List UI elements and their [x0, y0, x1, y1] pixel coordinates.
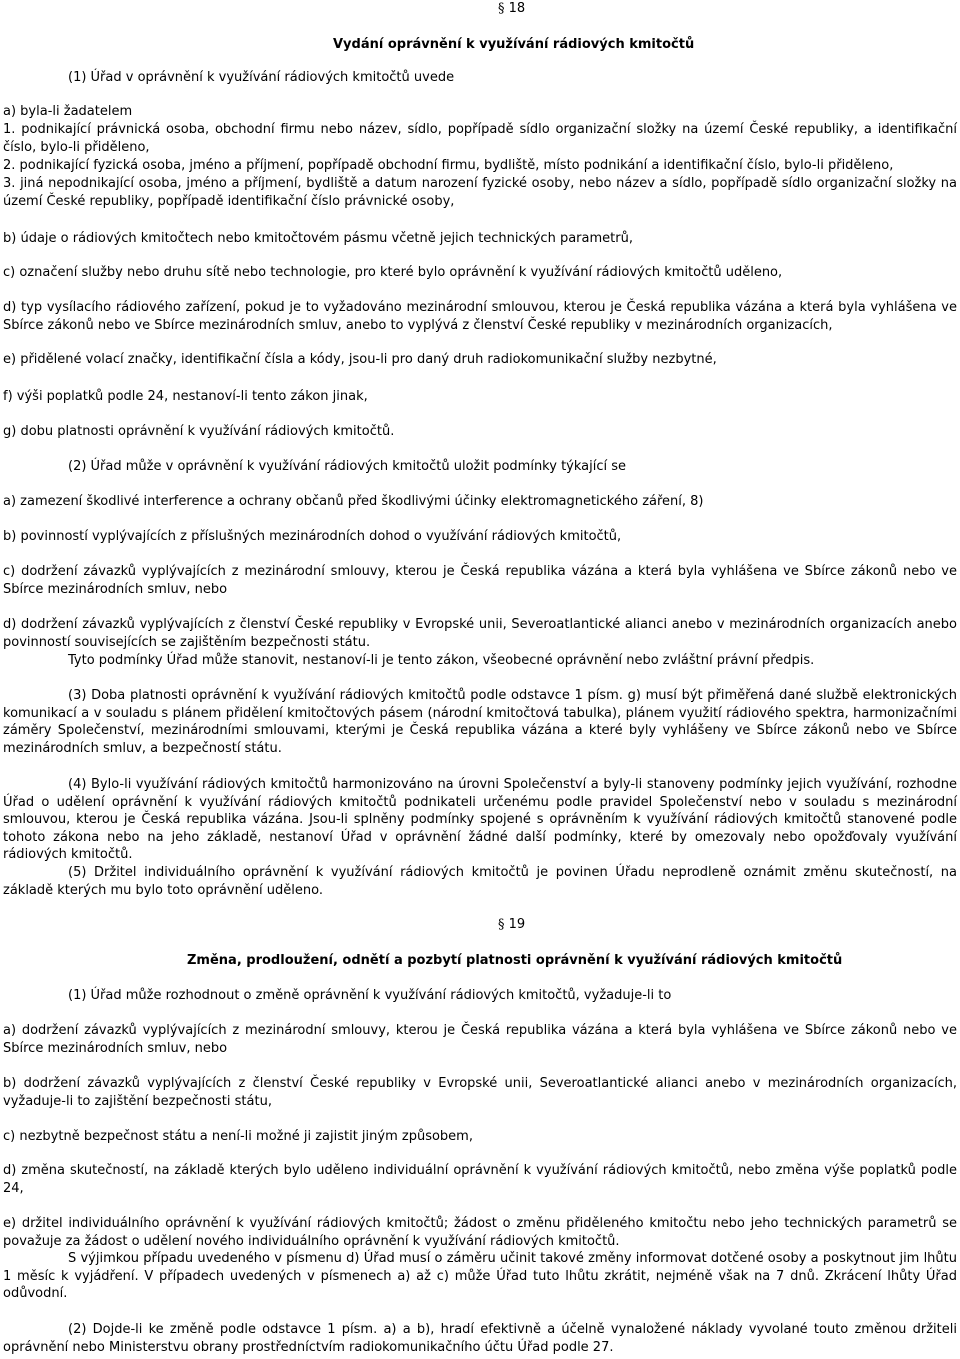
s19-p1-b: b) dodržení závazků vyplývajících z členství České republiky v Evropské unii, Severoatlantické alianci anebo v mezinárodních organizacích, vyžaduje-li to zajištění bezpečnosti státu,: [3, 1076, 957, 1109]
s19-p1-a: a) dodržení závazků vyplývajících z mezinárodní smlouvy, kterou je Česká republika vázána a která byla vyhlášena ve Sbírce zákonů nebo ve Sbírce mezinárodních smluv, nebo: [3, 1023, 957, 1056]
s19-p1-c: c) nezbytně bezpečnost státu a není-li možné ji zajistit jiným způsobem,: [3, 1129, 473, 1144]
s18-p1-c: c) označení služby nebo druhu sítě nebo technologie, pro které bylo oprávnění k využívání rádiových kmitočtů uděleno,: [3, 265, 783, 280]
s18-p1-d: d) typ vysílacího rádiového zařízení, pokud je to vyžadováno mezinárodní smlouvou, kterou je Česká republika vázána a která byla vyhlášena ve Sbírce zákonů nebo ve Sbírce mezinárodních smluv, anebo to vyplývá z členství České republiky v mezinárodních organizacích,: [3, 300, 957, 333]
s18-p2-intro: (2) Úřad může v oprávnění k využívání rádiových kmitočtů uložit podmínky týkající se: [68, 459, 627, 474]
section-18-title: Vydání oprávnění k využívání rádiových kmitočtů: [333, 37, 695, 52]
s18-p1-b: b) údaje o rádiových kmitočtech nebo kmitočtovém pásmu včetně jejich technických parametrů,: [3, 231, 633, 246]
s19-p1-e: e) držitel individuálního oprávnění k využívání rádiových kmitočtů; žádost o změnu přiděleného kmitočtu nebo jeho technických parametrů se považuje za žádost o udělení nového individuálního oprávnění k využívání rádiových kmitočtů.: [3, 1216, 957, 1249]
s18-p4: (4) Bylo-li využívání rádiových kmitočtů harmonizováno na úrovni Společenství a byly-li stanoveny podmínky jejich využívání, rozhodne Úřad o udělení oprávnění k využívání rádiových kmitočtů podnikateli určenému podle pravidel Společenství nebo v souladu s mezinárodní smlouvou, kterou je Česká republika vázána. Jsou-li splněny podmínky spojené s oprávněním k využívání rádiových kmitočtů stanovené podle tohoto zákona nebo na jeho základě, nestanoví Úřad v oprávnění žádné další podmínky, které by omezovaly nebo opožďovaly využívání rádiových kmitočtů.: [3, 777, 957, 862]
s18-p3: (3) Doba platnosti oprávnění k využívání rádiových kmitočtů podle odstavce 1 písm. g) musí být přiměřená dané službě elektronických komunikací a v souladu s plánem přidělení kmitočtových pásem (národní kmitočtová tabulka), plánem využití rádiového spektra, harmonizačními záměry Společenství, mezinárodními smlouvami, kterými je Česká republika vázána a které byly vyhlášeny ve Sbírce zákonů nebo ve Sbírce mezinárodních smluv, a bezpečností státu.: [3, 688, 957, 756]
s19-p1-tail: S výjimkou případu uvedeného v písmenu d) Úřad musí o záměru učinit takové změny informovat dotčené osoby a poskytnout jim lhůtu 1 měsíc k vyjádření. V případech uvedených v písmenech a) až c) může Úřad tuto lhůtu zkrátit, nejméně však na 7 dnů. Zkrácení lhůty Úřad odůvodní.: [3, 1251, 957, 1301]
s18-p1-a: a) byla-li žadatelem: [3, 104, 133, 119]
s18-p1-a1: 1. podnikající právnická osoba, obchodní firmu nebo název, sídlo, popřípadě sídlo organizační složky na území České republiky, a identifikační číslo, bylo-li přiděleno,: [3, 122, 957, 155]
s19-p1-intro: (1) Úřad může rozhodnout o změně oprávnění k využívání rádiových kmitočtů, vyžaduje-li to: [68, 988, 672, 1003]
s18-p1-g: g) dobu platnosti oprávnění k využívání rádiových kmitočtů.: [3, 424, 395, 439]
s18-p1-a2: 2. podnikající fyzická osoba, jméno a příjmení, popřípadě obchodní firmu, bydliště, místo podnikání a identifikační číslo, bylo-li přiděleno,: [3, 158, 894, 173]
s18-p1-intro: (1) Úřad v oprávnění k využívání rádiových kmitočtů uvede: [68, 70, 455, 85]
s18-p5: (5) Držitel individuálního oprávnění k využívání rádiových kmitočtů je povinen Úřadu neprodleně oznámit změnu skutečností, na základě kterých mu bylo toto oprávnění uděleno.: [3, 865, 957, 898]
s18-p2-a: a) zamezení škodlivé interference a ochrany občanů před škodlivými účinky elektromagnetického záření, 8): [3, 494, 704, 509]
s18-p2-c: c) dodržení závazků vyplývajících z mezinárodní smlouvy, kterou je Česká republika vázána a která byla vyhlášena ve Sbírce zákonů nebo ve Sbírce mezinárodních smluv, nebo: [3, 564, 957, 597]
s18-p2-tail: Tyto podmínky Úřad může stanovit, nestanoví-li je tento zákon, všeobecné oprávnění nebo zvláštní právní předpis.: [68, 653, 815, 668]
s18-p1-e: e) přidělené volací značky, identifikační čísla a kódy, jsou-li pro daný druh radiokomunikační služby nezbytné,: [3, 352, 717, 367]
section-number-18: § 18: [498, 1, 526, 16]
s19-p2: (2) Dojde-li ke změně podle odstavce 1 písm. a) a b), hradí efektivně a účelně vynaložené náklady vyvolané touto změnou držiteli oprávnění nebo Ministerstvu obrany prostředníctvím radiokomunikačního účtu Úřad podle 27.: [3, 1322, 957, 1355]
s18-p1-f: f) výši poplatků podle 24, nestanoví-li tento zákon jinak,: [3, 389, 368, 404]
s18-p1-a3: 3. jiná nepodnikající osoba, jméno a příjmení, bydliště a datum narození fyzické osoby, nebo název a sídlo, popřípadě sídlo organizační složky na území České republiky, popřípadě identifikační číslo právnické osoby,: [3, 176, 957, 209]
s18-p2-d: d) dodržení závazků vyplývajících z členství České republiky v Evropské unii, Severoatlantické alianci anebo v mezinárodních organizacích anebo povinností souvisejících se zajištěním bezpečnosti státu.: [3, 617, 957, 650]
section-number-19: § 19: [498, 917, 526, 932]
s19-p1-d: d) změna skutečností, na základě kterých bylo uděleno individuální oprávnění k využívání rádiových kmitočtů, nebo změna výše poplatků podle 24,: [3, 1163, 957, 1196]
section-19-title: Změna, prodloužení, odnětí a pozbytí platnosti oprávnění k využívání rádiových kmitočtů: [187, 953, 843, 968]
s18-p2-b: b) povinností vyplývajících z příslušných mezinárodních dohod o využívání rádiových kmitočtů,: [3, 529, 622, 544]
